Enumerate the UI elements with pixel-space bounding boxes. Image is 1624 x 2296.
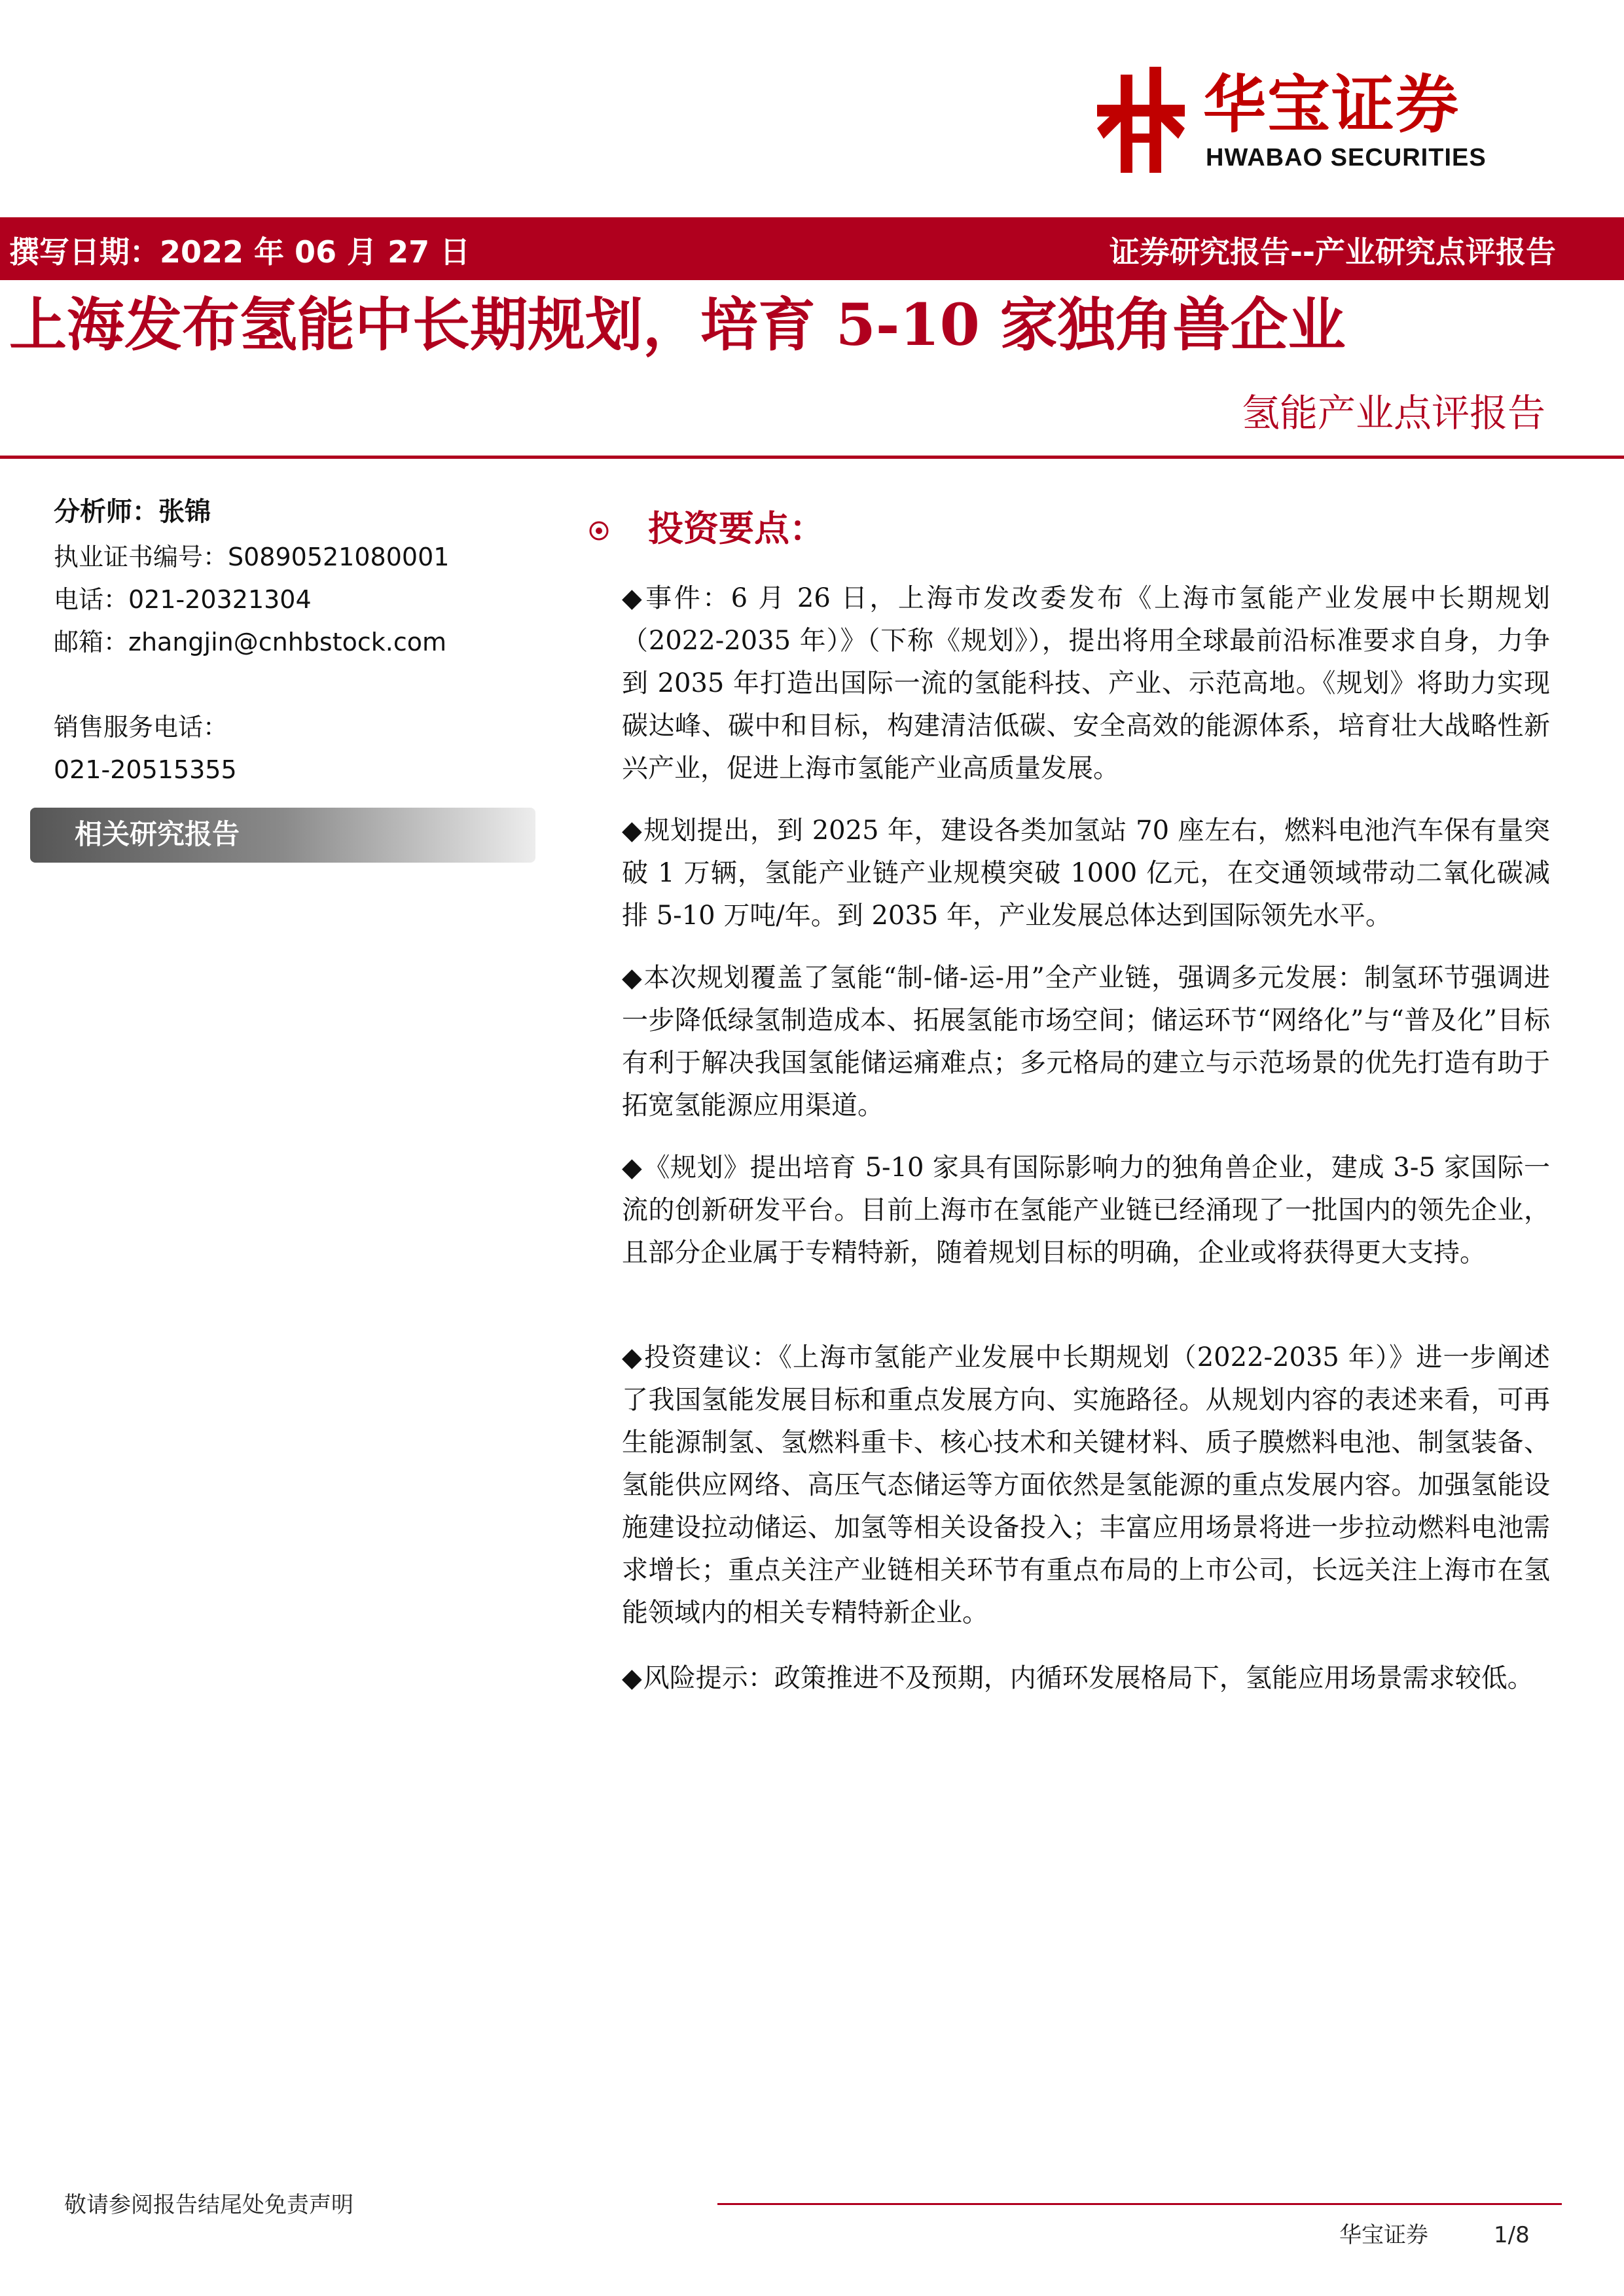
paragraph-text: 事件：6 月 26 日，上海市发改委发布《上海市氢能产业发展中长期规划（2022-2035 年）》（下称《规划》），提出将用全球最前沿标准要求自身，力争到 2035 年打造出国际一流的氢能科技、产业、示范高地。《规划》将助力实现碳达峰、碳中和目标，构建清洁低碳、安全高效的能源体系，培育壮大战略性新兴产业，促进上海市氢能产业高质量发展。 [622,583,1550,783]
report-subtitle: 氢能产业点评报告 [1241,391,1545,435]
related-reports-bar [30,808,535,863]
sales-phone: 021-20515355 [54,755,237,784]
report-type: 证券研究报告--产业研究点评报告 [1109,234,1556,270]
analyst-cert: 执业证书编号：S0890521080001 [54,543,450,571]
section-title: 投资要点： [648,507,825,549]
bullet-icon: ◆ [622,963,643,993]
paragraph-text: 规划提出，到 2025 年，建设各类加氢站 70 座左右，燃料电池汽车保有量突破 1 万辆，氢能产业链产业规模突破 1000 亿元，在交通领域带动二氧化碳减排 5-10 万吨/年。到 2035 年，产业发展总体达到国际领先水平。 [622,816,1550,931]
footer-divider [717,2203,1562,2205]
report-title: 上海发布氢能中长期规划，培育 5-10 家独角兽企业 [9,291,1346,359]
paragraph-plan-targets [622,810,1550,937]
paragraph-event [622,577,1550,790]
footer-brand: 华宝证券 [1339,2222,1428,2248]
bullet-icon: ◆ [622,1663,642,1693]
paragraph-text: 投资建议：《上海市氢能产业发展中长期规划（2022-2035 年）》进一步阐述了我国氢能发展目标和重点发展方向、实施路径。从规划内容的表述来看，可再生能源制氢、氢燃料重卡、核心技术和关键材料、质子膜燃料电池、制氢装备、氢能供应网络、高压气态储运等方面依然是氢能源的重点发展内容。加强氢能设施建设拉动储运、加氢等相关设备投入；丰富应用场景将进一步拉动燃料电池需求增长；重点关注产业链相关环节有重点布局的上市公司，长远关注上海市在氢能领域内的相关专精特新企业。 [622,1342,1551,1628]
brand-name-cn: 华宝证券 [1203,68,1460,141]
paragraph-industry-chain [622,957,1550,1127]
paragraph-text: 本次规划覆盖了氢能“制-储-运-用”全产业链，强调多元发展：制氢环节强调进一步降低绿氢制造成本、拓展氢能市场空间；储运环节“网络化”与“普及化”目标有利于解决我国氢能储运痛难点；多元格局的建立与示范场景的优先打造有助于拓宽氢能源应用渠道。 [622,963,1550,1121]
paragraph-risk [622,1657,1550,1700]
bullet-icon: ◆ [622,583,645,613]
paragraph-investment-advice [622,1336,1550,1634]
related-reports-label: 相关研究报告 [75,818,240,850]
target-icon [588,520,610,542]
title-divider [0,456,1624,459]
analyst-phone: 电话：021-20321304 [54,585,312,614]
page-number: 1/8 [1494,2222,1530,2248]
sales-label: 销售服务电话： [54,713,228,742]
bullet-icon: ◆ [622,816,643,846]
footer-disclaimer: 敬请参阅报告结尾处免责声明 [64,2192,353,2218]
paragraph-text: 风险提示：政策推进不及预期，内循环发展格局下，氢能应用场景需求较低。 [643,1663,1534,1693]
paragraph-text: 《规划》提出培育 5-10 家具有国际影响力的独角兽企业，建成 3-5 家国际一流的创新研发平台。目前上海市在氢能产业链已经涌现了一批国内的领先企业，且部分企业属于专精特新，随着规划目标的明确，企业或将获得更大支持。 [622,1153,1550,1268]
analyst-email: 邮箱：zhangjin@cnhbstock.com [54,628,446,656]
brand-name-en: HWABAO SECURITIES [1206,144,1487,171]
hwabao-logo-icon [1092,63,1190,181]
bullet-icon: ◆ [622,1342,643,1372]
bullet-icon: ◆ [622,1153,643,1183]
analyst-name: 分析师：张锦 [54,497,211,527]
report-date: 撰写日期：2022 年 06 月 27 日 [9,234,471,270]
paragraph-unicorns [622,1147,1550,1274]
